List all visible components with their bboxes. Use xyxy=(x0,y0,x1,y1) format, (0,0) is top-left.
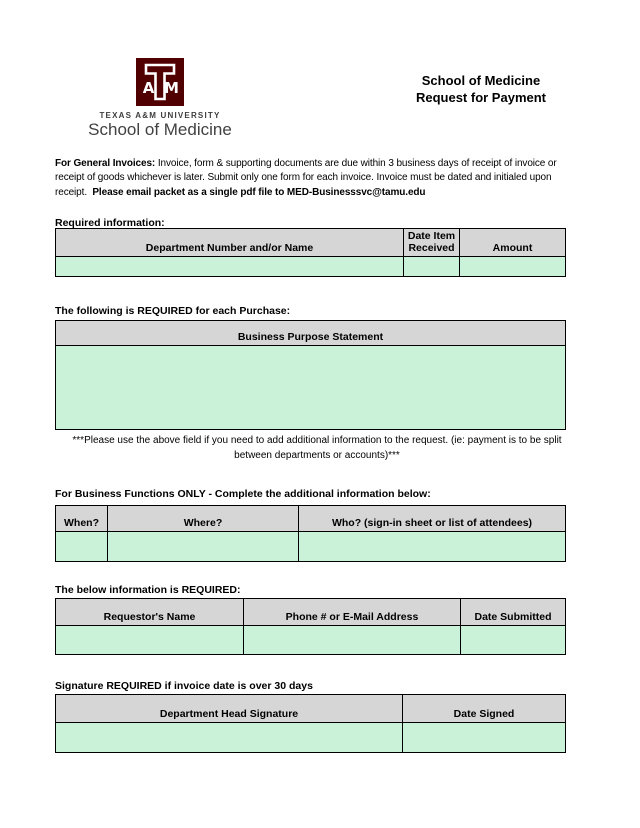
who-input-cell[interactable] xyxy=(299,532,566,562)
tamu-logo xyxy=(136,58,184,106)
signature-table xyxy=(55,694,566,753)
logo-letter-a: A xyxy=(142,79,155,97)
col-header-where: Where? xyxy=(108,506,299,532)
business-functions-header-row xyxy=(56,506,566,532)
date-item-received-input-cell[interactable] xyxy=(404,257,460,277)
business-purpose-input-cell[interactable] xyxy=(56,346,566,430)
brand-school-name: School of Medicine xyxy=(88,120,232,139)
where-input-cell[interactable] xyxy=(108,532,299,562)
requestor-name-input-cell[interactable] xyxy=(56,626,244,655)
business-purpose-table xyxy=(55,320,566,430)
amount-input-cell[interactable] xyxy=(460,257,566,277)
business-purpose-header-row xyxy=(56,321,566,346)
signature-header-row xyxy=(56,695,566,723)
requestor-input-row xyxy=(56,626,566,655)
logo-letter-m: M xyxy=(164,79,179,97)
brand-university-name: TEXAS A&M UNIVERSITY xyxy=(99,111,221,120)
signature-required-label: Signature REQUIRED if invoice date is over 30 days xyxy=(55,680,313,692)
col-header-requestor-name: Requestor's Name xyxy=(56,599,244,626)
col-header-when: When? xyxy=(56,506,108,532)
business-purpose-caption: ***Please use the above field if you need to add additional information to the request. (ie: payment is to be split between departments or accounts)*** xyxy=(72,435,562,461)
phone-email-input-cell[interactable] xyxy=(244,626,461,655)
general-invoices-instructions xyxy=(55,157,583,200)
business-functions-label: For Business Functions ONLY - Complete the additional information below: xyxy=(55,488,431,500)
document-title-line2: Request for Payment xyxy=(415,90,547,105)
intro-body-text: Invoice, form & supporting documents are due within 3 business days of receipt of invoice or receipt of goods whichever is later. Submit only one form for each invoice. Invoice must be dated and initialed upon receipt. xyxy=(55,158,557,198)
intro-email-instruction: Please email packet as a single pdf file to MED-Businesssvc@tamu.edu xyxy=(92,186,426,198)
col-header-date-signed: Date Signed xyxy=(403,695,566,723)
tamu-atm-icon xyxy=(136,58,184,106)
business-functions-table xyxy=(55,505,566,562)
date-submitted-input-cell[interactable] xyxy=(461,626,566,655)
business-purpose-input-row xyxy=(56,346,566,430)
document-title xyxy=(381,72,581,106)
required-information-input-row xyxy=(56,257,566,277)
required-information-header-row xyxy=(56,229,566,257)
document-title-line1: School of Medicine xyxy=(421,73,541,88)
date-signed-input-cell[interactable] xyxy=(403,723,566,753)
department-input-cell[interactable] xyxy=(56,257,404,277)
col-header-department-head-signature: Department Head Signature xyxy=(56,695,403,723)
col-header-date-submitted: Date Submitted xyxy=(461,599,566,626)
intro-lead-bold: For General Invoices: xyxy=(55,158,156,169)
required-information-table xyxy=(55,228,566,277)
logo-trademark-mark: . xyxy=(185,99,187,104)
requestor-table xyxy=(55,598,566,655)
business-functions-input-row xyxy=(56,532,566,562)
signature-input-row xyxy=(56,723,566,753)
col-header-amount: Amount xyxy=(460,229,566,257)
col-header-who: Who? (sign-in sheet or list of attendees) xyxy=(299,506,566,532)
col-header-date-item-received: Date Item Received xyxy=(404,229,460,257)
requestor-header-row xyxy=(56,599,566,626)
col-header-phone-email: Phone # or E-Mail Address xyxy=(244,599,461,626)
col-header-business-purpose: Business Purpose Statement xyxy=(56,321,566,346)
required-information-label: Required information: xyxy=(55,217,165,229)
department-head-signature-input-cell[interactable] xyxy=(56,723,403,753)
below-information-required-label: The below information is REQUIRED: xyxy=(55,584,241,596)
when-input-cell[interactable] xyxy=(56,532,108,562)
col-header-department: Department Number and/or Name xyxy=(56,229,404,257)
purchase-required-label: The following is REQUIRED for each Purchase: xyxy=(55,305,291,317)
